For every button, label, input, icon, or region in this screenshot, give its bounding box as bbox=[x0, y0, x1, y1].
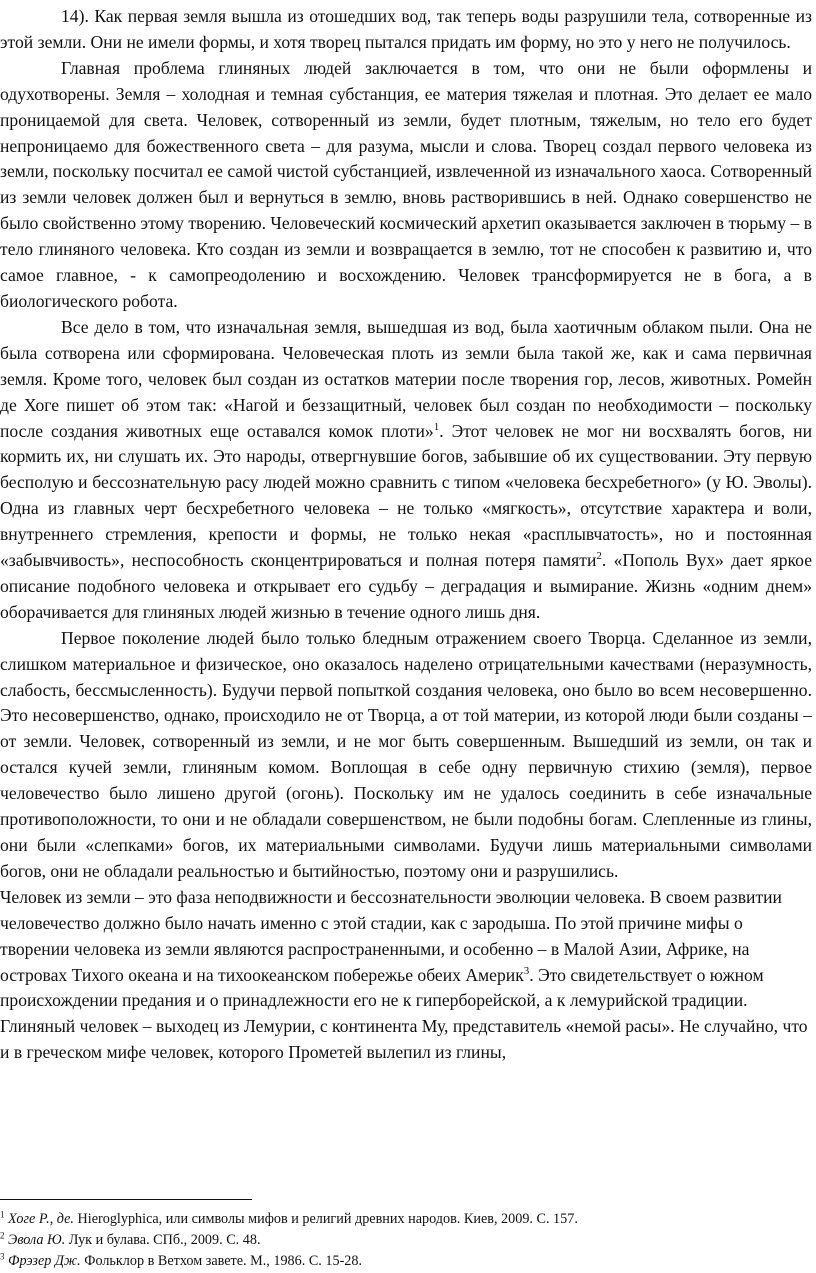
footnotes bbox=[0, 1209, 812, 1272]
footnote-ref-2[interactable]: 2 bbox=[596, 550, 602, 563]
paragraph-1-text: 14). Как первая земля вышла из отошедших вод, так теперь воды разрушили тела, сотворенные из этой земли. Они не имели формы, и хотя творец пытался придать им форму, но это у него не получилось. bbox=[0, 6, 812, 52]
footnote-separator bbox=[0, 1199, 252, 1200]
footnote-2-number: 2 bbox=[0, 1230, 5, 1241]
footnote-3-author: Фрэзер Дж. bbox=[8, 1253, 81, 1269]
footnote-1 bbox=[0, 1209, 812, 1230]
footnote-ref-3[interactable]: 3 bbox=[523, 964, 530, 977]
footnote-1-number: 1 bbox=[0, 1209, 5, 1220]
footnote-3-number: 3 bbox=[0, 1251, 5, 1262]
footnote-2 bbox=[0, 1230, 812, 1251]
paragraph-5-text-a: Человек из земли – это фаза неподвижности и бессознательности эволюции человека. В своем развитии человечество должно было начать именно с этой стадии, как с зародыша. По этой причине мифы о творении человека из земли являются распространенными, и особенно – в Малой Азии, Африке, на островах Тихого океана и на тихоокеанском побережье обеих Америк bbox=[0, 886, 782, 985]
footnote-ref-1[interactable]: 1 bbox=[433, 420, 440, 433]
paragraph-4 bbox=[0, 626, 812, 885]
footnote-2-author: Эвола Ю. bbox=[8, 1232, 66, 1248]
footnote-1-author: Хоге Р., де. bbox=[8, 1211, 74, 1227]
footnote-3 bbox=[0, 1251, 812, 1272]
footnote-2-citation: Лук и булава. СПб., 2009. С. 48. bbox=[65, 1232, 261, 1248]
paragraph-2-text: Главная проблема глиняных людей заключается в том, что они не были оформлены и одухотворены. Земля – холодная и темная субстанция, ее материя тяжелая и плотная. Это делает ее мало проницаемой для света. Человек, сотворенный из земли, будет плотным, тяжелым, но тело его будет непроницаемо для божественного света – для разума, мысли и слова. Творец создал первого человека из земли, поскольку посчитал ее самой чистой субстанцией, извлеченной из изначального хаоса. Сотворенный из земли человек должен был и вернуться в землю, вновь растворившись в ней. Однако совершенство не было свойственно этому творению. Человеческий космический архетип оказывается заключен в тюрьму – в тело глиняного человека. Кто создан из земли и возвращается в землю, тот не способен к развитию и, что самое главное, - к самопреодолению и восхождению. Человек трансформируется не в бога, а в биологического робота. bbox=[0, 57, 812, 311]
paragraph-3-text-a: Все дело в том, что изначальная земля, вышедшая из вод, была хаотичным облаком пыли. Она не была сотворена или сформирована. Человеческая плоть из земли была такой же, как и сама первичная земля. Кроме того, человек был создан из остатков материи после творения гор, лесов, животных. Ромейн де Хоге пишет об этом так: «Нагой и беззащитный, человек был создан по необходимости – поскольку после создания животных еще оставался комок плоти» bbox=[0, 316, 812, 441]
footnote-1-citation: Hieroglyphica, или символы мифов и религий древних народов. Киев, 2009. С. 157. bbox=[73, 1211, 578, 1227]
paragraph-2 bbox=[0, 56, 812, 315]
paragraph-3-text-b: . Этот человек не мог ни восхвалять богов, ни кормить их, ни слушать их. Это народы, отвергнувшие богов, забывшие об их существовании. Эту первую бесполую и бессознательную расу людей можно сравнить с типом «человека бесхребетного» (у Ю. Эволы). Одна из главных черт бесхребетного человека – не только «мягкость», отсутствие характера и воли, внутреннего стремления, крепости и формы, не только некая «расплывчатость», но и постоянная «забывчивость», неспособность сконцентрироваться и полная потеря памяти bbox=[0, 420, 812, 571]
paragraph-4-text: Первое поколение людей было только бледным отражением своего Творца. Сделанное из земли, слишком материальное и физическое, оно оказалось наделено отрицательными качествами (неразумность, слабость, бессмысленность). Будучи первой попыткой создания человека, оно было во всем несовершенно. Это несовершенство, однако, происходило не от Творца, а от той материи, из которой люди были созданы – от земли. Человек, сотворенный из земли, и не мог быть совершенным. Вышедший из земли, он так и остался кучей земли, глиняным комом. Воплощая в себе одну первичную стихию (земля), первое человечество было лишено другой (огонь). Поскольку им не удалось соединить в себе изначальные противоположности, то они и не обладали совершенством, не были подобны богам. Слепленные из глины, они были «слепками» богов, их материальными символами. Будучи лишь материальными символами богов, они не обладали реальностью и бытийностью, поэтому они и разрушились. bbox=[0, 627, 812, 881]
footnote-3-citation: Фольклор в Ветхом завете. М., 1986. С. 15-28. bbox=[80, 1253, 363, 1269]
paragraph-3 bbox=[0, 315, 812, 626]
paragraph-5 bbox=[0, 885, 812, 1066]
paragraph-5-text-b: . Это свидетельствует о южном происхождении предания и о принадлежности его не к гиперборейской, а к лемурийской традиции. Глиняный человек – выходец из Лемурии, с континента Му, представитель «немой расы». Не случайно, что и в греческом мифе человек, которого Прометей вылепил из глины, bbox=[0, 964, 808, 1063]
paragraph-3-text-c: . «Пополь Вух» дает яркое описание подобного человека и открывает его судьбу – деградация и вымирание. Жизнь «одним днем» оборачивается для глиняных людей жизнью в течение одного лишь дня. bbox=[0, 550, 813, 622]
paragraph-1 bbox=[0, 4, 812, 56]
